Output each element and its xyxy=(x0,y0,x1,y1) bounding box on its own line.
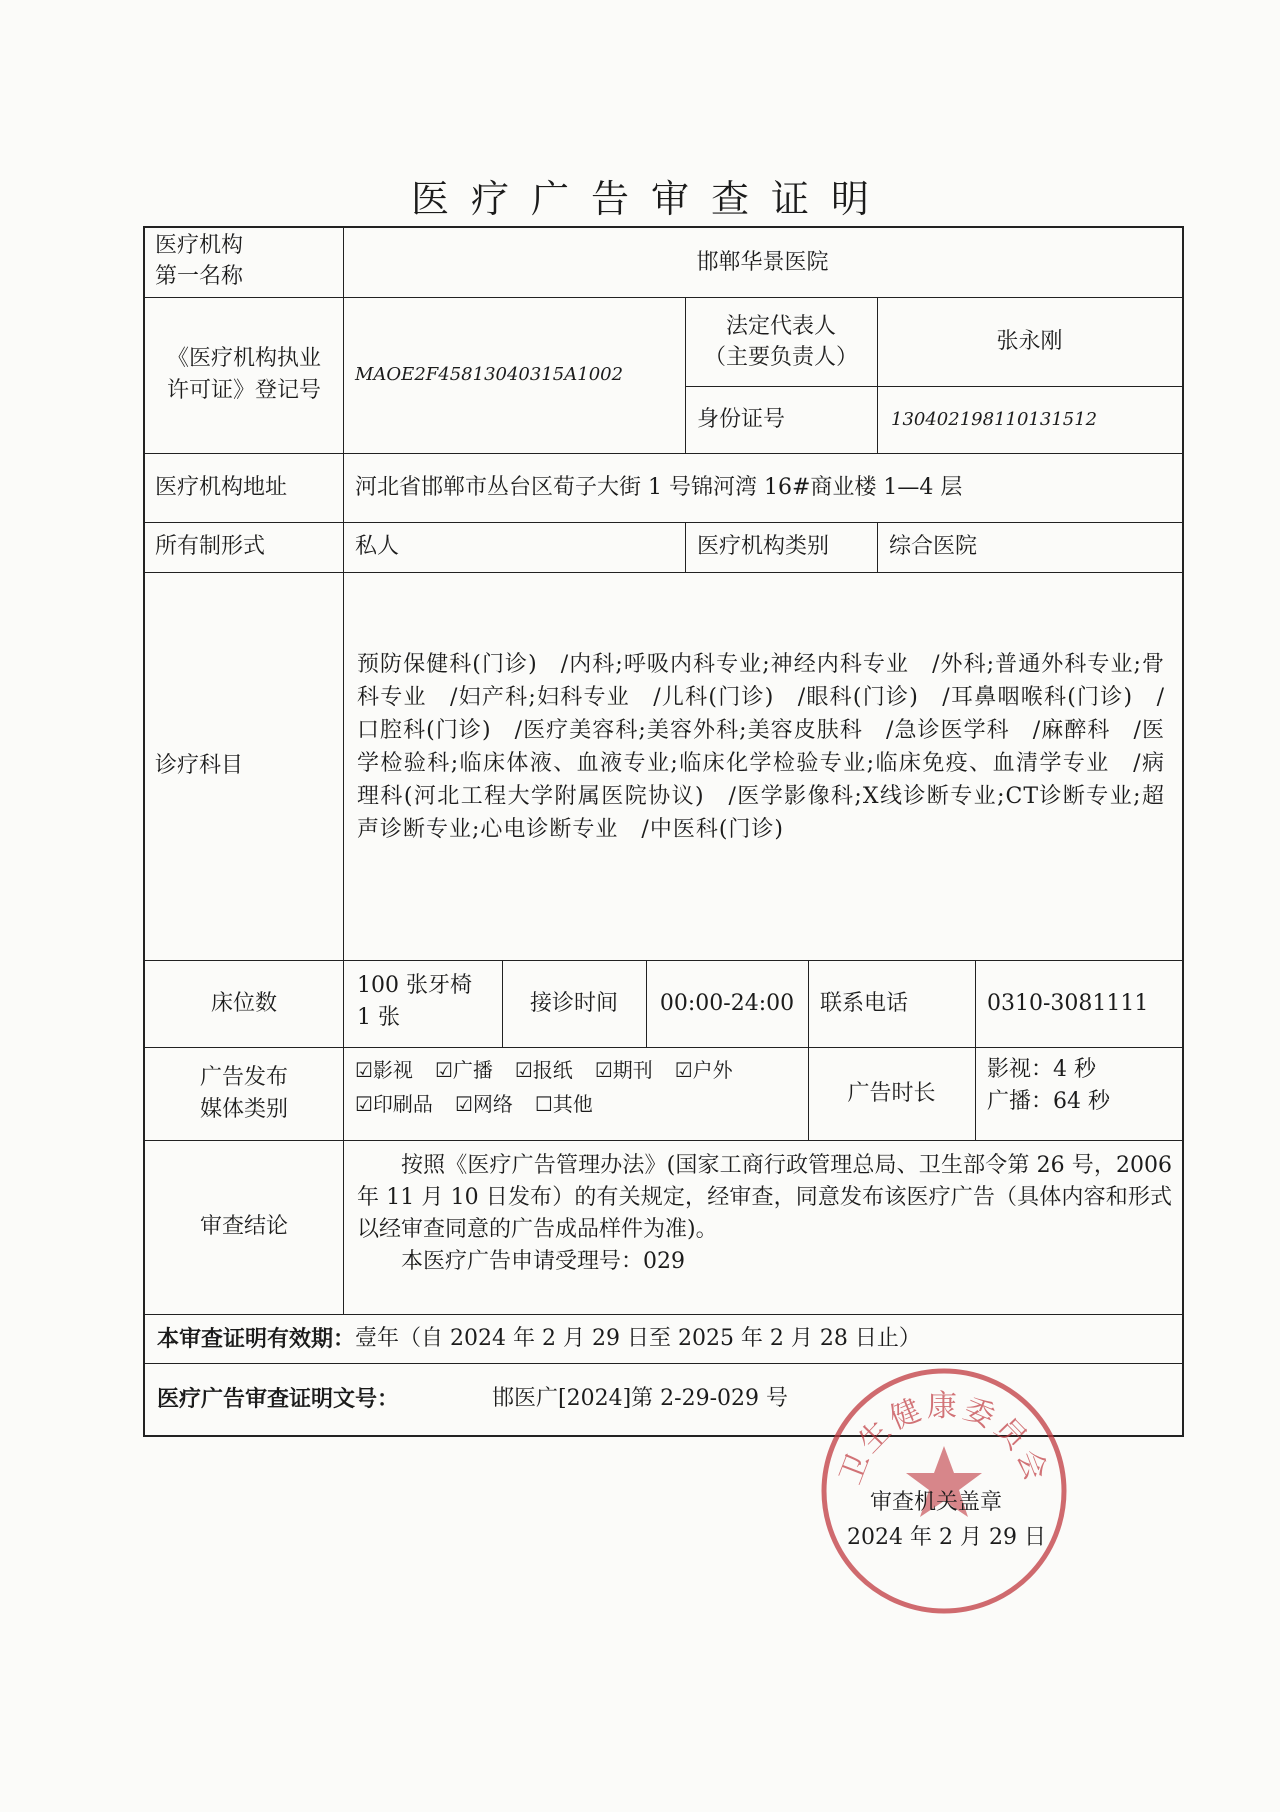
application-number: 本医疗广告申请受理号：029 xyxy=(401,1249,685,1274)
media-option-film: ☑影视 xyxy=(355,1058,413,1082)
conclusion-body xyxy=(357,1150,1172,1310)
doc-no-value: 邯医广[2024]第 2-29-029 号 xyxy=(492,1386,788,1411)
media-option-newspaper: ☑报纸 xyxy=(514,1058,573,1082)
ownership-label: 所有制形式 xyxy=(155,534,266,559)
duration-label: 广告时长 xyxy=(847,1080,936,1106)
departments-label: 诊疗科目 xyxy=(155,753,244,778)
duration-film: 影视：4 秒 xyxy=(987,1057,1096,1082)
id-no-value: 130402198110131512 xyxy=(891,408,1098,430)
media-options xyxy=(355,1054,805,1134)
beds-value: 100 张牙椅 1 张 xyxy=(357,973,472,1030)
inst-name-value: 邯郸华景医院 xyxy=(696,249,829,275)
address-value: 河北省邯郸市丛台区荀子大街 1 号锦河湾 16#商业楼 1—4 层 xyxy=(355,474,963,500)
beds-label: 床位数 xyxy=(210,990,277,1016)
media-option-journal: ☑期刊 xyxy=(594,1058,653,1082)
conclusion-label: 审查结论 xyxy=(199,1214,288,1239)
license-no-label: 《医疗机构执业 许可证》登记号 xyxy=(166,346,321,403)
inst-name-label: 医疗机构 第一名称 xyxy=(155,233,244,289)
inst-type-label: 医疗机构类别 xyxy=(697,534,830,559)
legal-rep-label: 法定代表人 （主要负责人） xyxy=(703,313,858,370)
phone-label: 联系电话 xyxy=(820,990,909,1016)
validity-value: 壹年（自 2024 年 2 月 29 日至 2025 年 2 月 28 日止） xyxy=(355,1325,921,1351)
conclusion-paragraph: 按照《医疗广告管理办法》(国家工商行政管理总局、卫生部令第 26 号，2006 年 11 月 10 日发布）的有关规定，经审查，同意发布该医疗广告（具体内容和形式以经审查同意的广告成品样件为准)。 xyxy=(357,1153,1172,1242)
stamp-caption: 审查机关盖章 xyxy=(870,1490,1003,1515)
document-title: 医疗广告审查证明 xyxy=(410,177,891,221)
media-label: 广告发布 媒体类别 xyxy=(199,1064,288,1122)
media-option-other: ☐其他 xyxy=(534,1092,593,1116)
inst-type-value: 综合医院 xyxy=(889,534,978,559)
media-option-internet: ☑网络 xyxy=(454,1092,513,1116)
media-row-1 xyxy=(355,1054,805,1086)
certificate-table xyxy=(143,226,1184,1437)
media-option-print: ☑印刷品 xyxy=(355,1092,433,1116)
validity-label: 本审查证明有效期： xyxy=(157,1325,356,1352)
duration-values xyxy=(987,1054,1177,1134)
validity-row xyxy=(157,1314,1177,1363)
doc-no-label: 医疗广告审查证明文号： xyxy=(157,1386,400,1412)
hours-value: 00:00-24:00 xyxy=(659,990,795,1016)
phone-value: 0310-3081111 xyxy=(987,990,1149,1016)
seal-arc-text: 卫生健康委员会 xyxy=(833,1389,1055,1490)
departments-value: 预防保健科(门诊) /内科;呼吸内科专业;神经内科专业 /外科;普通外科专业;骨科专业 /妇产科;妇科专业 /儿科(门诊) /眼科(门诊) /耳鼻咽喉科(门诊) /口腔科(门诊) /医疗美容科;美容外科;美容皮肤科 /急诊医学科 /麻醉科 /医学检验科;临床体液、血液专业;临床化学检验专业;临床免疫、血清学专业 /病理科(河北工程大学附属医院协议) /医学影像科;X线诊断专业;CT诊断专业;超声诊断专业;心电诊断专业 /中医科(门诊) xyxy=(357,652,1165,842)
media-option-radio: ☑广播 xyxy=(434,1058,493,1082)
id-no-label: 身份证号 xyxy=(697,406,786,432)
address-label: 医疗机构地址 xyxy=(155,474,288,500)
media-row-2 xyxy=(355,1088,805,1120)
license-no-value: MAOE2F45813040315A1002 xyxy=(355,364,624,385)
stamp-date: 2024 年 2 月 29 日 xyxy=(847,1525,1046,1550)
media-option-outdoor: ☑户外 xyxy=(674,1058,733,1082)
legal-rep-value: 张永刚 xyxy=(996,328,1063,354)
ownership-value: 私人 xyxy=(355,534,400,559)
hours-label: 接诊时间 xyxy=(529,990,618,1016)
duration-radio: 广播：64 秒 xyxy=(987,1089,1110,1114)
